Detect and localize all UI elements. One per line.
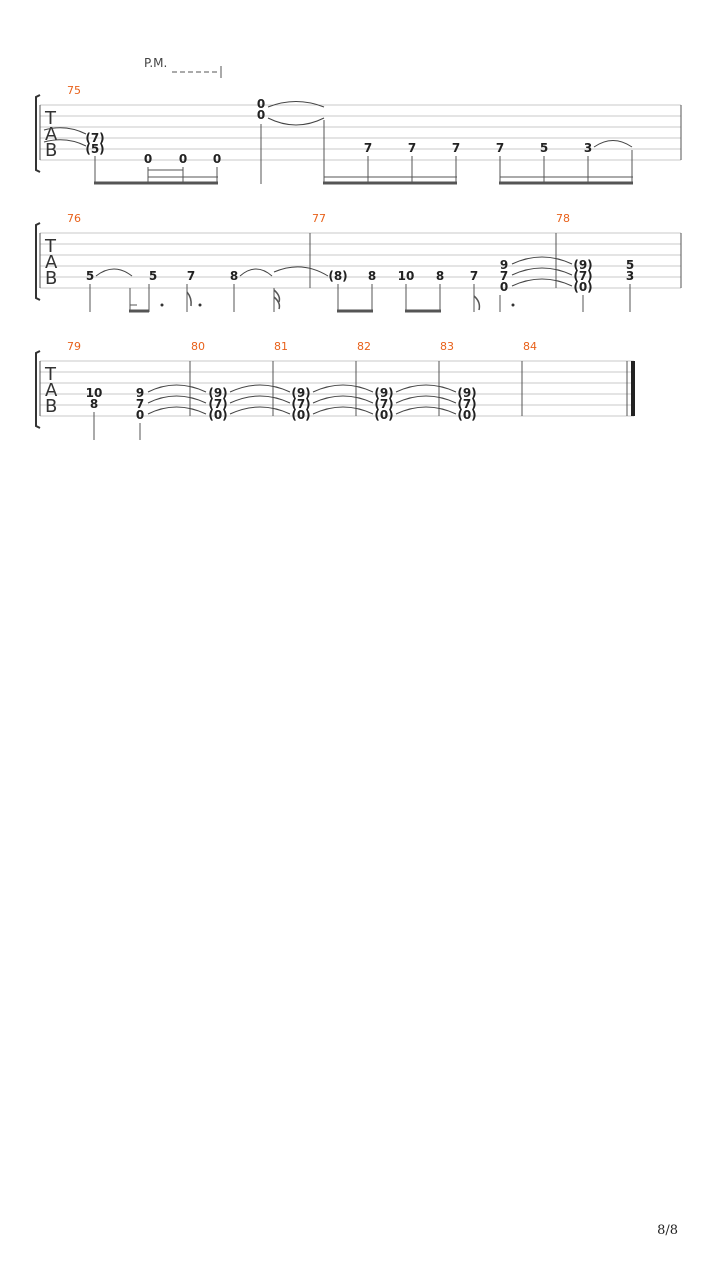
tie bbox=[240, 269, 272, 276]
fret-number: (0) bbox=[573, 280, 593, 294]
tie bbox=[274, 267, 328, 276]
tie bbox=[594, 141, 632, 148]
fret-number: 9 bbox=[499, 258, 509, 272]
fret-number: (9) bbox=[457, 386, 477, 400]
fret-number: (9) bbox=[208, 386, 228, 400]
fret-number: 7 bbox=[469, 269, 479, 283]
palm-mute-label: P.M. bbox=[144, 56, 168, 70]
fret-number: (9) bbox=[291, 386, 311, 400]
fret-number: 7 bbox=[495, 141, 505, 155]
fret-number: (0) bbox=[457, 408, 477, 422]
fret-number: 0 bbox=[256, 97, 266, 111]
fret-number: 0 bbox=[256, 108, 266, 122]
system-bracket bbox=[36, 223, 40, 300]
fret-number: 8 bbox=[89, 397, 99, 411]
measure-number: 80 bbox=[191, 340, 205, 353]
measure-number: 78 bbox=[556, 212, 570, 225]
fret-number: (7) bbox=[208, 397, 228, 411]
fret-number: 3 bbox=[625, 269, 635, 283]
fret-number: (0) bbox=[208, 408, 228, 422]
measure-number: 79 bbox=[67, 340, 81, 353]
tab-clef-a: A bbox=[45, 380, 58, 401]
tie bbox=[512, 257, 572, 264]
tab-clef-t: T bbox=[45, 364, 56, 385]
fret-number: (7) bbox=[374, 397, 394, 411]
tie bbox=[268, 102, 324, 108]
tie bbox=[268, 118, 324, 125]
fret-number: (0) bbox=[291, 408, 311, 422]
tab-clef-b: B bbox=[45, 140, 58, 161]
measure-number: 75 bbox=[67, 84, 81, 97]
measure-number: 82 bbox=[357, 340, 371, 353]
fret-number: (7) bbox=[85, 131, 105, 145]
tab-clef-b: B bbox=[45, 396, 58, 417]
fret-number: 10 bbox=[85, 386, 103, 400]
fret-number: 7 bbox=[363, 141, 373, 155]
tab-clef-a: A bbox=[45, 124, 58, 145]
fret-number: 7 bbox=[451, 141, 461, 155]
fret-number: (9) bbox=[573, 258, 593, 272]
tab-clef-t: T bbox=[45, 236, 56, 257]
fret-number: 0 bbox=[178, 152, 188, 166]
fret-number: 0 bbox=[212, 152, 222, 166]
fret-number: (0) bbox=[374, 408, 394, 422]
page-number: 8/8 bbox=[657, 1223, 678, 1238]
fret-number: 5 bbox=[625, 258, 635, 272]
tab-clef-b: B bbox=[45, 268, 58, 289]
fret-number: 10 bbox=[397, 269, 415, 283]
fret-number: 8 bbox=[435, 269, 445, 283]
system-3 bbox=[36, 340, 634, 440]
system-2 bbox=[36, 212, 681, 312]
fret-number: 0 bbox=[143, 152, 153, 166]
system-bracket bbox=[36, 95, 40, 172]
fret-number: (7) bbox=[291, 397, 311, 411]
fret-number: 8 bbox=[367, 269, 377, 283]
tie bbox=[512, 279, 572, 286]
measure-number: 84 bbox=[523, 340, 537, 353]
system-bracket bbox=[36, 351, 40, 428]
measure-number: 81 bbox=[274, 340, 288, 353]
fret-number: (9) bbox=[374, 386, 394, 400]
measure-number: 77 bbox=[312, 212, 326, 225]
fret-number: 7 bbox=[135, 397, 145, 411]
fret-number: (5) bbox=[85, 142, 105, 156]
tie bbox=[96, 269, 132, 276]
fret-number: 7 bbox=[499, 269, 509, 283]
system-1 bbox=[36, 56, 681, 184]
measure-number: 76 bbox=[67, 212, 81, 225]
fret-number: 0 bbox=[499, 280, 509, 294]
tab-clef-a: A bbox=[45, 252, 58, 273]
fret-number: 5 bbox=[148, 269, 158, 283]
fret-number: 5 bbox=[539, 141, 549, 155]
fret-number: 7 bbox=[407, 141, 417, 155]
fret-number: 5 bbox=[85, 269, 95, 283]
fret-number: (7) bbox=[573, 269, 593, 283]
fret-number: 9 bbox=[135, 386, 145, 400]
fret-number: 7 bbox=[186, 269, 196, 283]
fret-number: (8) bbox=[328, 269, 348, 283]
fret-number: 3 bbox=[583, 141, 593, 155]
tie bbox=[512, 268, 572, 275]
fret-number: 8 bbox=[229, 269, 239, 283]
tab-clef-t: T bbox=[45, 108, 56, 129]
fret-number: 0 bbox=[135, 408, 145, 422]
measure-number: 83 bbox=[440, 340, 454, 353]
fret-number: (7) bbox=[457, 397, 477, 411]
